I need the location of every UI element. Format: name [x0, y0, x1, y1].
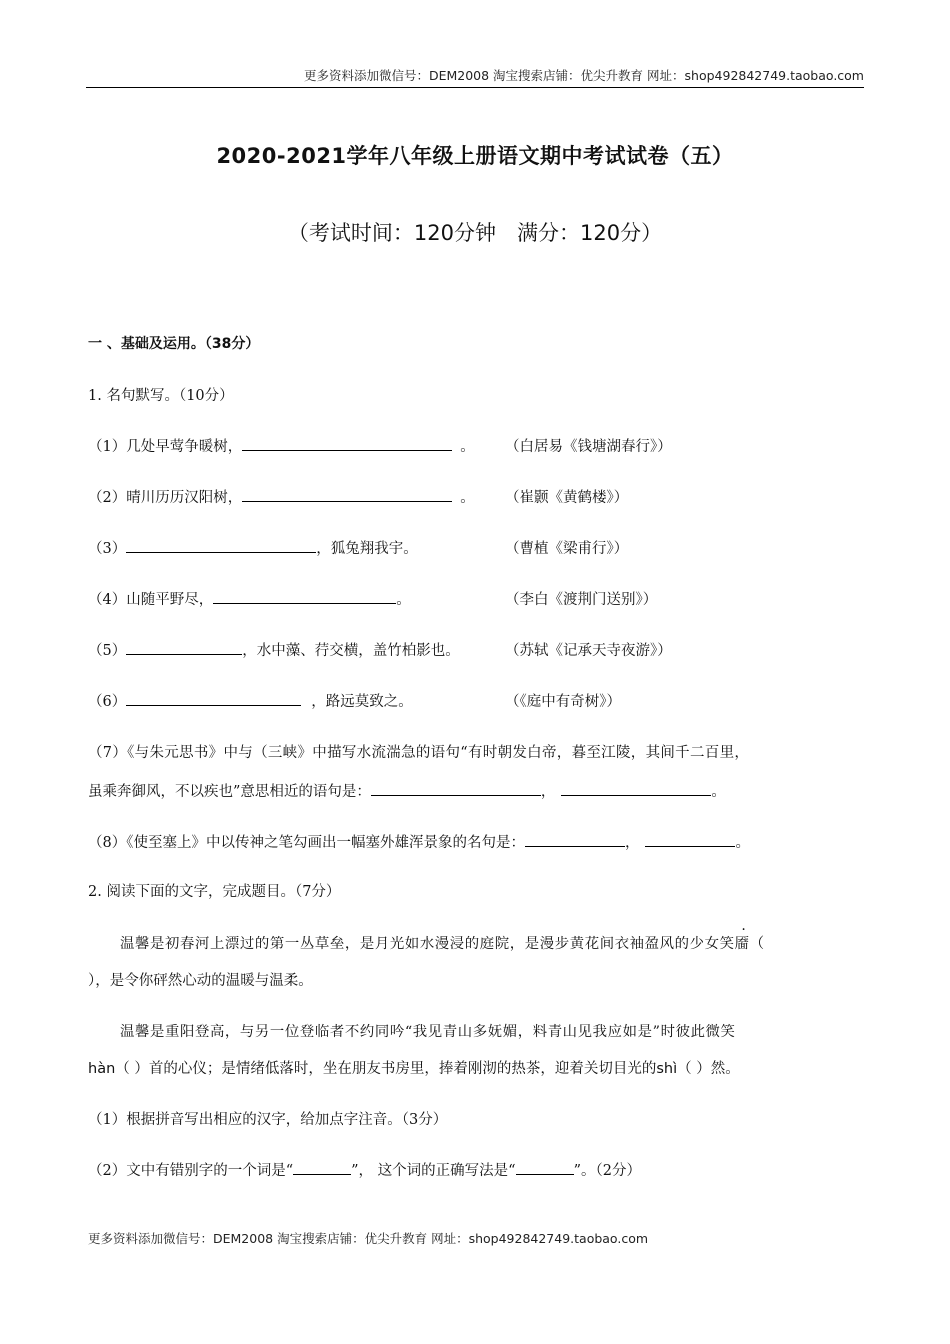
q1-item-5-source: （苏轼《记承天寺夜游》）: [505, 643, 672, 659]
passage-text: （ ）然。: [677, 1061, 740, 1077]
q2-passage-p1-line2: ），是令你砰然心动的温暖与温柔。: [88, 973, 313, 989]
section-heading: 一 、基础及运用。（38分）: [88, 336, 260, 352]
header-rule: [86, 87, 864, 88]
item-text: ，狐兔翔我宇。: [316, 541, 418, 557]
q1-item-3-source: （曹植《梁甫行》）: [505, 541, 629, 557]
item-text: （2）文中有错别字的一个词是“: [88, 1163, 294, 1179]
dotted-character: 靥: [734, 936, 750, 952]
page-header: 更多资料添加微信号：DEM2008 淘宝搜索店铺：优尖升教育 网址：shop492842749.taobao.com: [303, 68, 864, 83]
q2-passage-p2-line2: [88, 1057, 740, 1078]
answer-blank[interactable]: [516, 1159, 574, 1175]
answer-blank[interactable]: [126, 639, 242, 655]
answer-blank[interactable]: [525, 831, 625, 847]
pinyin: hàn: [88, 1061, 116, 1077]
item-text: ，水中藻、荇交横，盖竹柏影也。: [242, 643, 460, 659]
q1-stem: 1. 名句默写。（10分）: [88, 388, 234, 404]
passage-text: （ ）首的心仪；是情绪低落时，坐在朋友书房里，捧着刚沏的热茶，迎着关切目光的: [115, 1061, 657, 1077]
q1-item-1-source: （白居易《钱塘湖春行》）: [505, 439, 672, 455]
item-text: （1）几处早莺争暖树，: [88, 439, 243, 455]
page-title: 2020-2021学年八年级上册语文期中考试试卷（五）: [216, 144, 734, 168]
passage-text: （: [749, 936, 765, 952]
item-text: （8）《使至塞上》中以传神之笔勾画出一幅塞外雄浑景象的名句是：: [88, 835, 525, 851]
q1-item-2-source: （崔颢《黄鹤楼》）: [505, 490, 629, 506]
item-text: 。: [460, 490, 475, 506]
q2-passage-p2-line1: 温馨是重阳登高，与另一位登临者不约同吟“我见青山多妩媚，料青山见我应如是”时彼此微笑: [120, 1024, 736, 1040]
q1-item-6: [88, 690, 413, 711]
answer-blank[interactable]: [126, 690, 301, 706]
page-footer: 更多资料添加微信号：DEM2008 淘宝搜索店铺：优尖升教育 网址：shop492842749.taobao.com: [88, 1231, 649, 1246]
item-text: （2）晴川历历汉阳树，: [88, 490, 243, 506]
answer-blank[interactable]: [645, 831, 735, 847]
q2-sub2: [88, 1159, 641, 1180]
q1-item-2: [88, 486, 475, 507]
item-text: ，: [540, 784, 556, 800]
passage-text: 温馨是初春河上漂过的第一丛草垒，是月光如水漫浸的庭院，是漫步黄花间衣袖盈风的少女笑: [120, 936, 735, 952]
q1-item-3: [88, 537, 418, 558]
q1-item-6-source: （《庭中有奇树》）: [505, 694, 621, 710]
item-text: ”， 这个词的正确写法是“: [351, 1163, 516, 1179]
q1-item-7-line1: （7）《与朱元思书》中与（三峡》中描写水流湍急的语句“有时朝发白帝，暮至江陵，其间千二百里，: [88, 745, 750, 761]
q1-item-1: [88, 435, 475, 456]
exam-info: （考试时间：120分钟 满分：120分）: [287, 221, 663, 245]
q2-sub1: （1）根据拼音写出相应的汉字，给加点字注音。（3分）: [88, 1112, 448, 1128]
q1-item-7-line2: [88, 780, 726, 801]
item-text: ”。（2分）: [573, 1163, 641, 1179]
q1-item-4: [88, 588, 411, 609]
item-text: （3）: [88, 541, 127, 557]
answer-blank[interactable]: [242, 486, 452, 502]
pinyin: shì: [656, 1061, 678, 1077]
item-text: （4）山随平野尽，: [88, 592, 214, 608]
answer-blank[interactable]: [561, 780, 711, 796]
q2-stem: 2. 阅读下面的文字，完成题目。（7分）: [88, 884, 341, 900]
answer-blank[interactable]: [371, 780, 541, 796]
item-text: ，: [624, 835, 640, 851]
item-text: （6）: [88, 694, 127, 710]
item-text: （5）: [88, 643, 127, 659]
q1-item-4-source: （李白《渡荆门送别》）: [505, 592, 658, 608]
answer-blank[interactable]: [126, 537, 316, 553]
item-text: 。: [735, 835, 750, 851]
item-text: 。: [711, 784, 726, 800]
q2-passage-p1-line1: [120, 932, 765, 953]
answer-blank[interactable]: [213, 588, 396, 604]
item-text: 。: [396, 592, 411, 608]
q1-item-8: [88, 831, 750, 852]
item-text: ，路远莫致之。: [311, 694, 413, 710]
answer-blank[interactable]: [242, 435, 452, 451]
item-text: 。: [460, 439, 475, 455]
answer-blank[interactable]: [293, 1159, 351, 1175]
item-text: 虽乘奔御风，不以疾也”意思相近的语句是：: [88, 784, 371, 800]
q1-item-5: [88, 639, 460, 660]
